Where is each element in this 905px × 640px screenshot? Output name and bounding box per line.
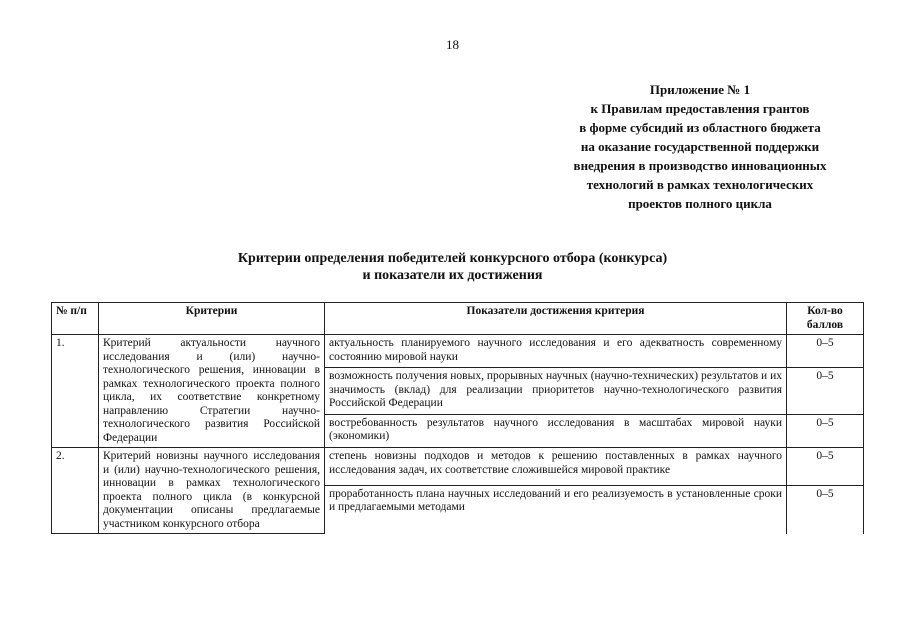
appendix-line: технологий в рамках технологических: [586, 177, 814, 192]
header-score: Кол-во баллов: [787, 303, 864, 335]
appendix-line: к Правилам предоставления грантов: [590, 101, 810, 116]
score-cell: 0–5: [787, 368, 864, 415]
indicator-cell: востребованность результатов научного исследования в масштабах мировой науки (экономики): [325, 414, 787, 447]
appendix-line: Приложение № 1: [649, 82, 751, 97]
appendix-line: на оказание государственной поддержки: [580, 139, 820, 154]
appendix-line: в форме субсидий из областного бюджета: [579, 120, 821, 135]
criteria-table: [51, 302, 864, 534]
table-row: [52, 335, 864, 368]
header-criteria: Критерии: [99, 303, 325, 335]
title-line: и показатели их достижения: [362, 268, 543, 283]
header-num: № п/п: [52, 303, 99, 335]
score-cell: 0–5: [787, 335, 864, 368]
indicator-cell: степень новизны подходов и методов к решению поставленных в рамках научного исследования задач, их соответствие сложившейся мировой практике: [325, 448, 787, 486]
appendix-line: внедрения в производство инновационных: [573, 158, 827, 173]
score-cell: 0–5: [787, 414, 864, 447]
row-number: 1.: [52, 335, 99, 448]
score-cell: 0–5: [787, 448, 864, 486]
table-header-row: [52, 303, 864, 335]
score-cell: 0–5: [787, 485, 864, 534]
criterion-cell: Критерий актуальности научного исследования и (или) научно-технологического решения, инновации в рамках технологического проекта полного цикла, их соответствие конкретному направлению Стратегии научно-технологического развития Российской Федерации: [99, 335, 325, 448]
appendix-header: [520, 80, 880, 213]
table-row: [52, 448, 864, 486]
row-number: 2.: [52, 448, 99, 534]
title-line: Критерии определения победителей конкурсного отбора (конкурса): [237, 251, 668, 266]
appendix-line: проектов полного цикла: [628, 196, 772, 211]
indicator-cell: актуальность планируемого научного исследования и его адекватность современному состоянию мировой науки: [325, 335, 787, 368]
page-number: 18: [446, 37, 459, 52]
indicator-cell: проработанность плана научных исследований и его реализуемость в установленные сроки и предлагаемыми методами: [325, 485, 787, 534]
document-title: [0, 250, 905, 284]
indicator-cell: возможность получения новых, прорывных научных (научно-технических) результатов и их значимость (вклад) для реализации приоритетов научно-технологического развития Российской Федерации: [325, 368, 787, 415]
criterion-cell: Критерий новизны научного исследования и (или) научно-технологического решения, инновации в рамках технологического проекта полного цикла (в конкурсной документации описаны предлагаемые участником конкурсного отбора: [99, 448, 325, 534]
header-indicators: Показатели достижения критерия: [325, 303, 787, 335]
